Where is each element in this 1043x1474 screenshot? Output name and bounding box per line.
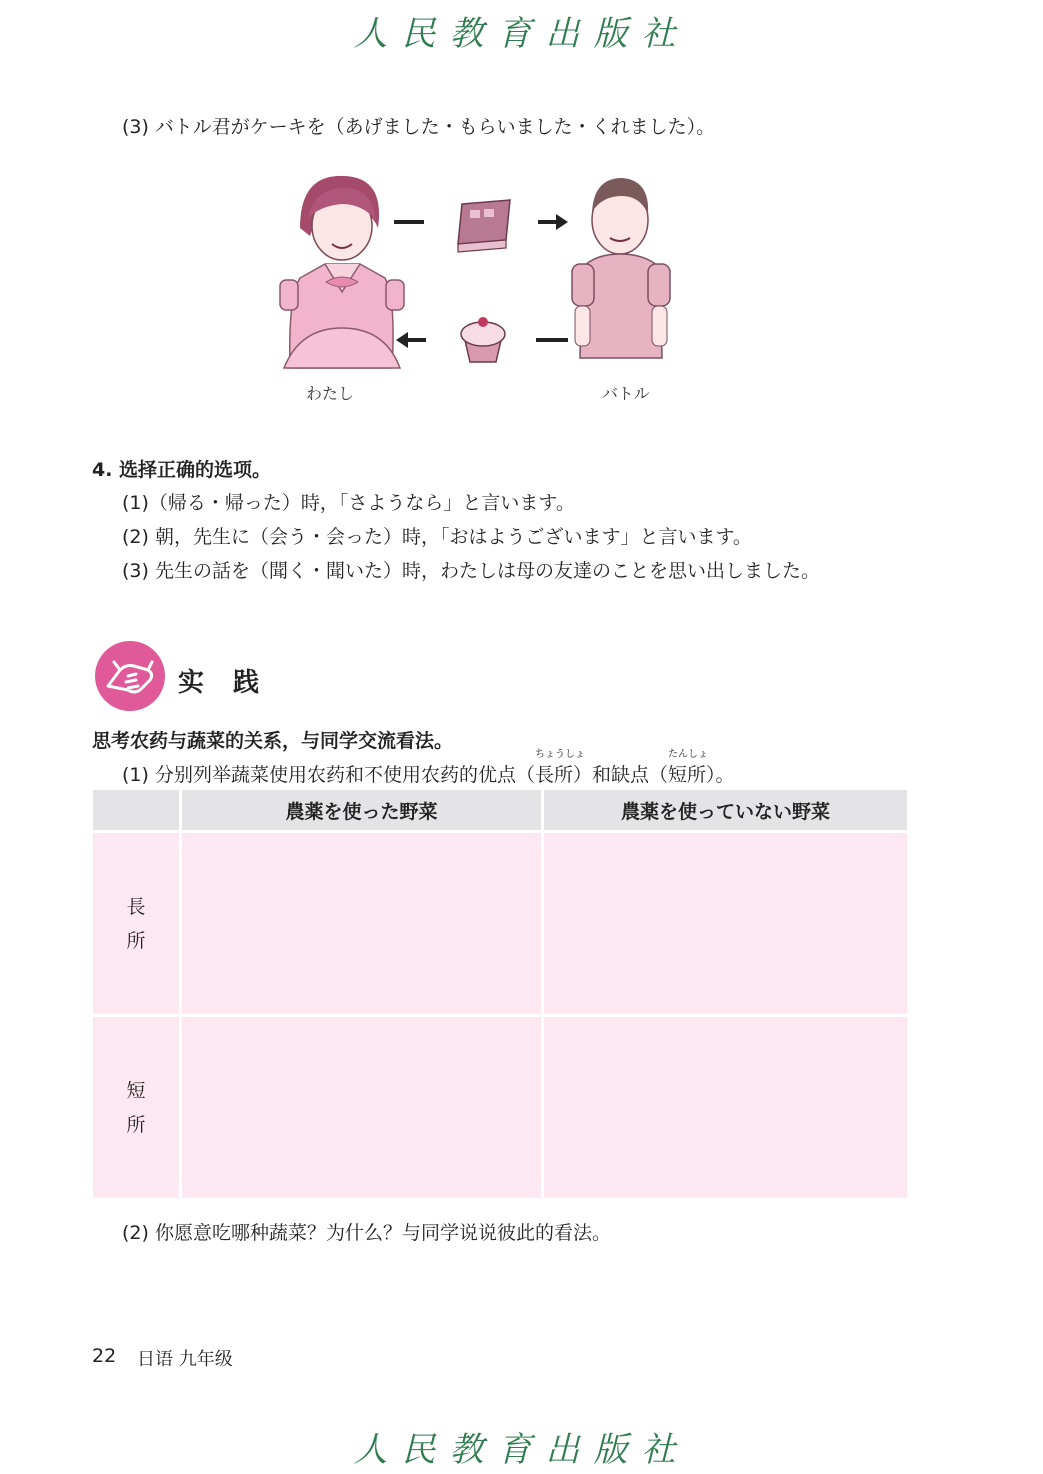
exercise4-item: (2) 朝，先生に（会う・会った）時，「おはようございます」と言います。 [122,526,752,548]
table-cell-cons-pesticide[interactable] [182,1017,541,1198]
practice-question-1 [122,749,735,787]
bottom-dash [536,338,568,342]
arrow-left-icon [396,332,426,348]
table-header-no-pesticide: 農薬を使っていない野菜 [544,790,907,830]
cupcake-icon [461,317,505,362]
book-title: 日语 九年级 [137,1349,233,1370]
ruby-tansho [668,749,708,787]
table-row-label-pros [93,833,179,1014]
pros-cons-table [93,790,907,1198]
q1-suffix: ）。 [706,764,735,786]
publisher-logo-bottom: 人民教育出版社 [353,1430,690,1470]
row-label-char: 所 [126,929,146,952]
ruby-text-chousho: ちょうしょ [534,749,585,760]
exercise4-heading: 4. 选择正确的选项。 [92,459,272,481]
ruby-text-tansho: たんしょ [668,749,708,760]
publisher-logo-top: 人民教育出版社 [353,14,690,54]
word-chousho: 長所 [534,764,573,786]
practice-title: 实 践 [178,668,270,698]
practice-question-2: (2) 你愿意吃哪种蔬菜？为什么？与同学说说彼此的看法。 [122,1222,611,1244]
word-tansho: 短所 [668,764,707,786]
q1-middle: ）和缺点（ [572,764,668,786]
table-header-pesticide: 農薬を使った野菜 [182,790,541,830]
exercise4-item: (1)（帰る・帰った）時，「さようなら」と言います。 [122,492,575,514]
caption-watashi: わたし [306,384,355,403]
practice-prompt: 思考农药与蔬菜的关系，与同学交流看法。 [92,730,454,752]
page-number: 22 [92,1345,117,1367]
handshake-icon [94,640,166,712]
arrow-right-icon [538,214,568,230]
table-cell-pros-no-pesticide[interactable] [544,833,907,1014]
exercise4-item: (3) 先生の話を（聞く・聞いた）時，わたしは母の友達のことを思い出しました。 [122,560,820,582]
gift-exchange-illustration [270,168,690,378]
table-cell-cons-no-pesticide[interactable] [544,1017,907,1198]
table-row-label-cons [93,1017,179,1198]
row-label-char: 所 [126,1113,146,1136]
table-corner-cell [93,790,179,830]
q1-prefix: (1) 分别列举蔬菜使用农药和不使用农药的优点（ [122,764,535,786]
table-cell-pros-pesticide[interactable] [182,833,541,1014]
ruby-chousho [534,749,585,787]
row-label-char: 短 [126,1079,146,1102]
caption-batoru: バトル [602,384,650,403]
row-label-char: 長 [126,895,146,918]
book-icon [458,200,510,252]
top-dash [394,220,424,224]
exercise3-item3: (3) バトル君がケーキを（あげました・もらいました・くれました）。 [122,116,716,138]
girl-figure [280,176,404,368]
boy-figure [572,178,670,358]
